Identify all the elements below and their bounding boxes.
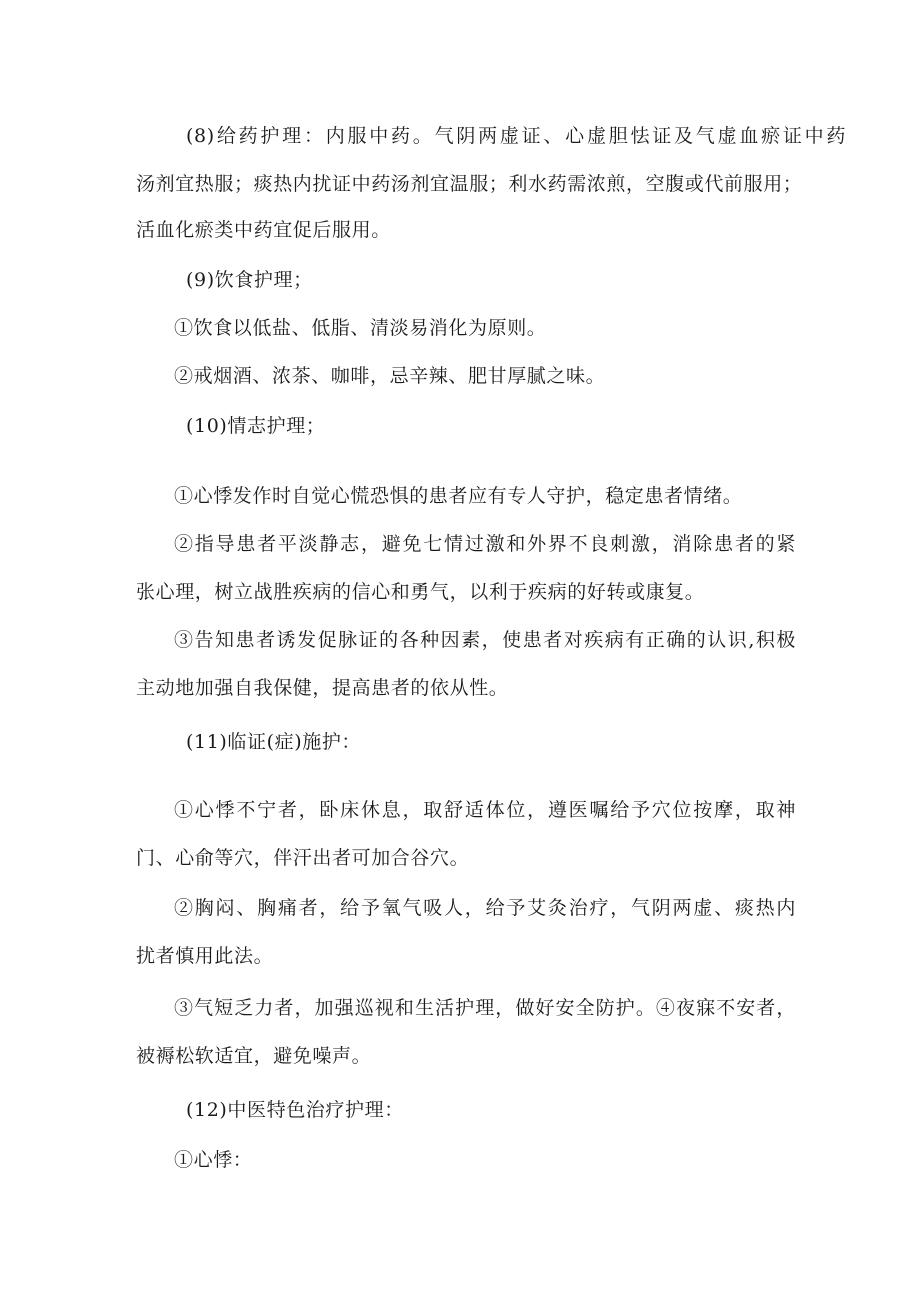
emotion-item-2-line-1: ②指导患者平淡静志，避免七情过激和外界不良刺激，消除患者的紧 xyxy=(174,533,796,555)
symptom-item-3-line-1: ③气短乏力者，加强巡视和生活护理，做好安全防护。④夜寐不安者， xyxy=(174,997,796,1019)
paragraph-8-line-1: (8)给药护理：内服中药。气阴两虚证、心虚胆怯证及气虚血瘀证中药 xyxy=(186,125,846,147)
symptom-item-3-line-2: 被褥松软适宜，避免噪声。 xyxy=(136,1045,372,1067)
symptom-item-1-line-2: 门、心俞等穴，伴汗出者可加合谷穴。 xyxy=(136,847,470,869)
emotion-item-3-line-1: ③告知患者诱发促脉证的各种因素，使患者对疾病有正确的认识,积极 xyxy=(174,629,796,651)
section-10-heading: (10)情志护理； xyxy=(186,415,326,437)
paragraph-8-line-3: 活血化瘀类中药宜促后服用。 xyxy=(136,219,391,241)
emotion-item-2-line-2: 张心理，树立战胜疾病的信心和勇气，以利于疾病的好转或康复。 xyxy=(136,581,705,603)
diet-item-1: ①饮食以低盐、低脂、清淡易消化为原则。 xyxy=(174,317,547,339)
tcm-item-1: ①心悸： xyxy=(174,1149,253,1171)
emotion-item-3-line-2: 主动地加强自我保健，提高患者的依从性。 xyxy=(136,677,509,699)
paragraph-8-line-2: 汤剂宜热服；痰热内扰证中药汤剂宜温服；利水药需浓煎，空腹或代前服用； xyxy=(136,173,803,195)
symptom-item-2-line-1: ②胸闷、胸痛者，给予氧气吸人，给予艾灸治疗，气阴两虚、痰热内 xyxy=(174,897,796,919)
section-12-heading: (12)中医特色治疗护理： xyxy=(186,1099,404,1121)
section-11-heading: (11)临证(症)施护： xyxy=(186,731,362,753)
section-9-heading: (9)饮食护理； xyxy=(186,269,313,291)
symptom-item-1-line-1: ①心悸不宁者，卧床休息，取舒适体位，遵医嘱给予穴位按摩，取神 xyxy=(174,799,796,821)
diet-item-2: ②戒烟酒、浓茶、咖啡，忌辛辣、肥甘厚腻之味。 xyxy=(174,365,606,387)
symptom-item-2-line-2: 扰者慎用此法。 xyxy=(136,945,274,967)
emotion-item-1: ①心悸发作时自觉心慌恐惧的患者应有专人守护，稳定患者情绪。 xyxy=(174,485,743,507)
